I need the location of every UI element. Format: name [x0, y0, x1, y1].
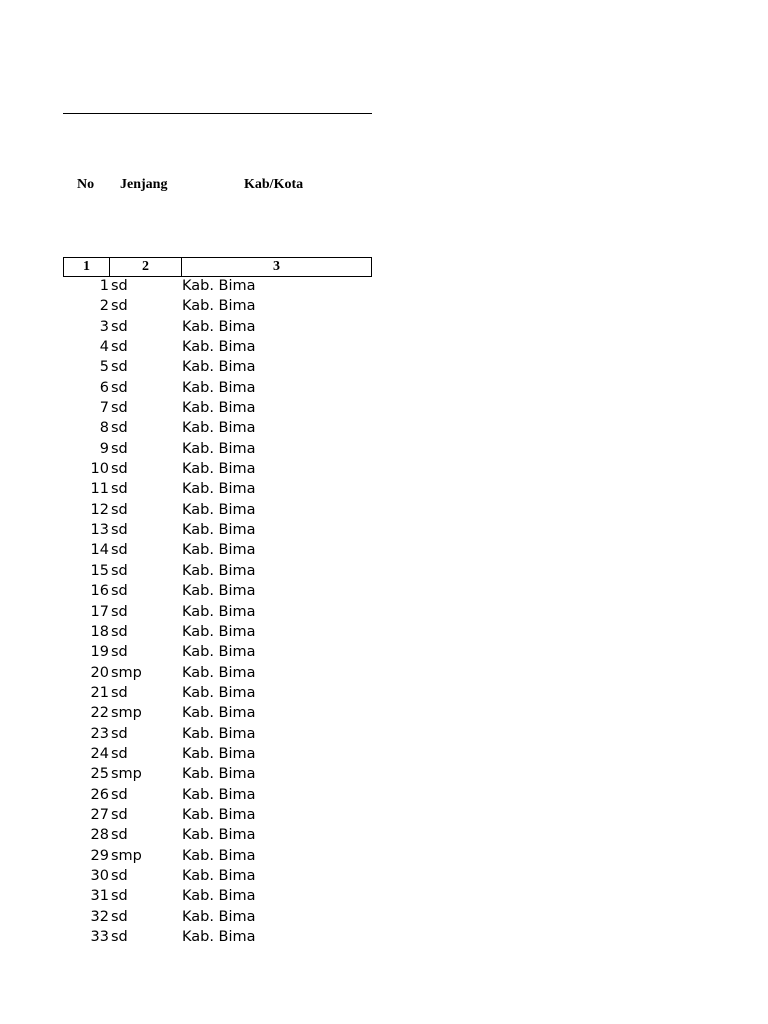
row-jenjang: sd	[111, 542, 128, 559]
row-number: 6	[99, 379, 109, 396]
row-kabkota: Kab. Bima	[182, 522, 256, 539]
row-jenjang: sd	[111, 481, 128, 498]
row-number: 9	[99, 440, 109, 457]
row-kabkota: Kab. Bima	[182, 766, 256, 783]
row-jenjang: smp	[111, 705, 142, 722]
row-number: 13	[90, 522, 109, 539]
row-jenjang: sd	[111, 583, 128, 600]
row-number: 21	[90, 684, 109, 701]
row-number: 16	[90, 583, 109, 600]
header-jenjang: Jenjang	[120, 177, 168, 192]
row-kabkota: Kab. Bima	[182, 847, 256, 864]
row-number: 20	[90, 664, 109, 681]
row-number: 4	[99, 339, 109, 356]
row-number: 33	[90, 929, 109, 945]
row-jenjang: sd	[111, 929, 128, 945]
row-number: 1	[99, 278, 109, 294]
row-kabkota: Kab. Bima	[182, 827, 256, 844]
row-number: 12	[90, 501, 109, 518]
row-jenjang: sd	[111, 908, 128, 925]
column-number-row	[63, 257, 372, 277]
row-number: 11	[90, 481, 109, 498]
row-jenjang: smp	[111, 766, 142, 783]
row-number: 27	[90, 806, 109, 823]
row-jenjang: sd	[111, 827, 128, 844]
row-number: 15	[90, 562, 109, 579]
row-number: 32	[90, 908, 109, 925]
row-kabkota: Kab. Bima	[182, 298, 256, 315]
row-jenjang: sd	[111, 806, 128, 823]
row-number: 30	[90, 867, 109, 884]
row-kabkota: Kab. Bima	[182, 888, 256, 905]
header-kabkota: Kab/Kota	[244, 177, 304, 192]
row-number: 26	[90, 786, 109, 803]
row-kabkota: Kab. Bima	[182, 461, 256, 478]
row-jenjang: smp	[111, 664, 142, 681]
row-jenjang: sd	[111, 298, 128, 315]
row-kabkota: Kab. Bima	[182, 603, 256, 620]
top-rule	[63, 113, 372, 114]
row-kabkota: Kab. Bima	[182, 318, 256, 335]
row-jenjang: sd	[111, 603, 128, 620]
row-jenjang: sd	[111, 461, 128, 478]
row-jenjang: sd	[111, 339, 128, 356]
row-number: 18	[90, 623, 109, 640]
row-number: 31	[90, 888, 109, 905]
row-jenjang: sd	[111, 440, 128, 457]
row-jenjang: sd	[111, 644, 128, 661]
row-kabkota: Kab. Bima	[182, 379, 256, 396]
row-kabkota: Kab. Bima	[182, 786, 256, 803]
row-number: 25	[90, 766, 109, 783]
row-jenjang: sd	[111, 379, 128, 396]
row-kabkota: Kab. Bima	[182, 623, 256, 640]
row-kabkota: Kab. Bima	[182, 481, 256, 498]
row-kabkota: Kab. Bima	[182, 725, 256, 742]
row-number: 2	[99, 298, 109, 315]
row-kabkota: Kab. Bima	[182, 684, 256, 701]
row-jenjang: sd	[111, 359, 128, 376]
row-jenjang: sd	[111, 786, 128, 803]
row-jenjang: smp	[111, 847, 142, 864]
row-number: 10	[90, 461, 109, 478]
row-number: 3	[99, 318, 109, 335]
column-number-3: 3	[273, 259, 280, 274]
row-kabkota: Kab. Bima	[182, 806, 256, 823]
header-no: No	[77, 177, 95, 192]
row-number: 28	[90, 827, 109, 844]
row-jenjang: sd	[111, 522, 128, 539]
row-jenjang: sd	[111, 562, 128, 579]
row-kabkota: Kab. Bima	[182, 339, 256, 356]
row-kabkota: Kab. Bima	[182, 908, 256, 925]
row-kabkota: Kab. Bima	[182, 644, 256, 661]
row-jenjang: sd	[111, 725, 128, 742]
row-kabkota: Kab. Bima	[182, 705, 256, 722]
row-kabkota: Kab. Bima	[182, 420, 256, 437]
row-number: 23	[90, 725, 109, 742]
row-kabkota: Kab. Bima	[182, 400, 256, 417]
row-kabkota: Kab. Bima	[182, 562, 256, 579]
row-jenjang: sd	[111, 867, 128, 884]
column-number-2: 2	[110, 258, 182, 276]
row-jenjang: sd	[111, 684, 128, 701]
row-number: 24	[90, 745, 109, 762]
row-jenjang: sd	[111, 501, 128, 518]
row-number: 19	[90, 644, 109, 661]
row-number: 29	[90, 847, 109, 864]
row-number: 8	[99, 420, 109, 437]
row-kabkota: Kab. Bima	[182, 542, 256, 559]
row-number: 5	[99, 359, 109, 376]
row-kabkota: Kab. Bima	[182, 440, 256, 457]
row-number: 14	[90, 542, 109, 559]
row-number: 22	[90, 705, 109, 722]
row-kabkota: Kab. Bima	[182, 929, 256, 945]
row-jenjang: sd	[111, 400, 128, 417]
row-jenjang: sd	[111, 745, 128, 762]
row-number: 7	[99, 400, 109, 417]
row-jenjang: sd	[111, 318, 128, 335]
row-kabkota: Kab. Bima	[182, 278, 256, 294]
row-kabkota: Kab. Bima	[182, 745, 256, 762]
row-kabkota: Kab. Bima	[182, 867, 256, 884]
row-jenjang: sd	[111, 888, 128, 905]
row-kabkota: Kab. Bima	[182, 583, 256, 600]
row-jenjang: sd	[111, 623, 128, 640]
row-kabkota: Kab. Bima	[182, 359, 256, 376]
row-kabkota: Kab. Bima	[182, 501, 256, 518]
row-jenjang: sd	[111, 278, 128, 294]
column-number-1: 1	[64, 258, 110, 276]
row-number: 17	[90, 603, 109, 620]
row-kabkota: Kab. Bima	[182, 664, 256, 681]
row-jenjang: sd	[111, 420, 128, 437]
